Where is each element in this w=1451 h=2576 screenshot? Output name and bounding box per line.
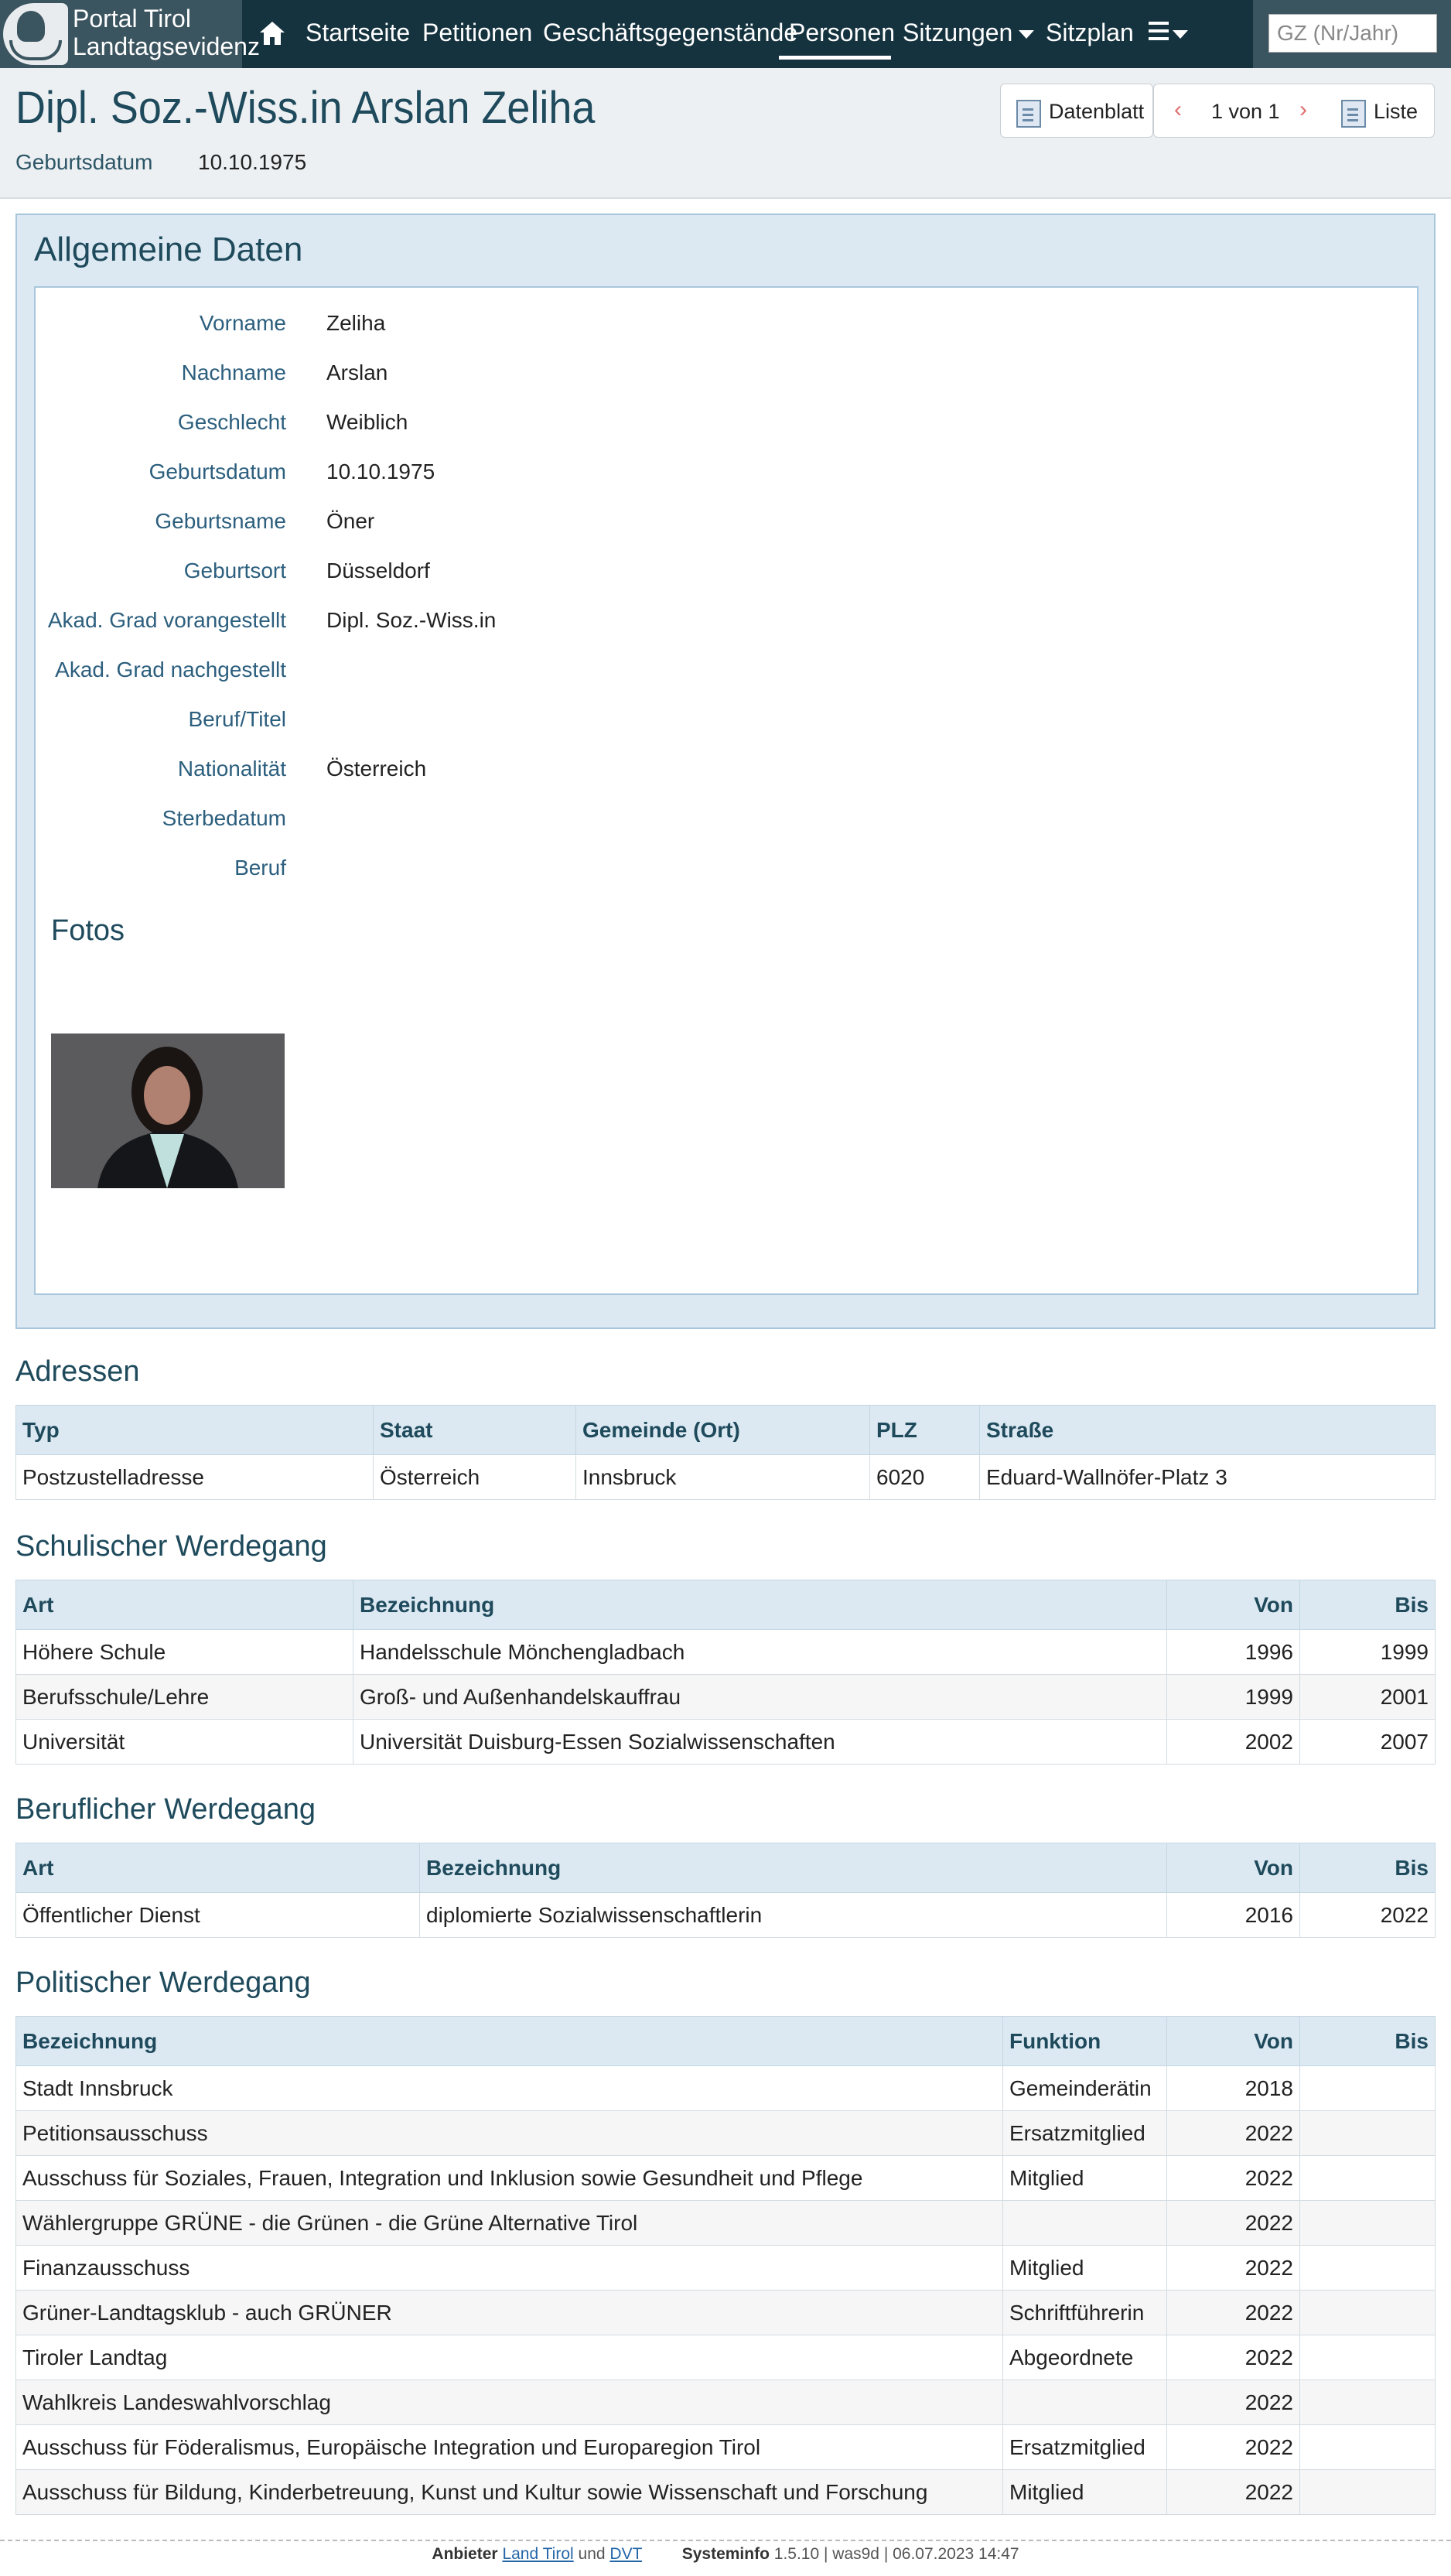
table-cell [1003,2201,1167,2246]
table-row [16,2335,1436,2380]
column-header[interactable]: Straße [980,1406,1436,1455]
table-cell: Innsbruck [576,1455,870,1500]
table-cell: Groß- und Außenhandelskauffrau [353,1675,1167,1720]
eagle-logo-icon [3,3,68,65]
table-cell: Ersatzmitglied [1003,2425,1167,2470]
field-value: Arslan [326,360,388,384]
table-cell: 6020 [870,1455,980,1500]
table-cell: 2022 [1167,2201,1300,2246]
home-icon[interactable] [258,20,286,46]
table-cell [1300,2246,1436,2291]
column-header[interactable]: PLZ [870,1406,980,1455]
adressen-title: Adressen [15,1355,140,1388]
politisch-title: Politischer Werdegang [15,1966,311,1999]
table-cell [1300,2291,1436,2335]
field-label: Akad. Grad vorangestellt [47,608,286,632]
datenblatt-label: Datenblatt [1049,100,1145,123]
table-row [16,1893,1436,1938]
systeminfo-value: 1.5.10 | was9d | 06.07.2023 14:47 [773,2545,1019,2563]
chevron-down-icon [1173,30,1188,39]
schulisch-table [15,1580,1436,1765]
table-cell [1300,2111,1436,2156]
nav-startseite[interactable]: Startseite [306,19,411,46]
general-data-title: Allgemeine Daten [34,231,303,268]
field-value: Zeliha [326,311,386,335]
politisch-table [15,2016,1436,2515]
nav-sitzplan[interactable]: Sitzplan [1046,19,1134,46]
table-cell: Grüner-Landtagsklub - auch GRÜNER [16,2291,1003,2335]
table-cell: 2022 [1167,2156,1300,2201]
systeminfo-label: Systeminfo [681,2545,770,2563]
table-cell: 2001 [1300,1675,1436,1720]
table-cell: 2022 [1167,2246,1300,2291]
table-cell: Wählergruppe GRÜNE - die Grünen - die Grüne Alternative Tirol [16,2201,1003,2246]
table-cell: Ausschuss für Bildung, Kinderbetreuung, Kunst und Kultur sowie Wissenschaft und Forschung [16,2470,1003,2515]
fotos-title: Fotos [51,914,125,947]
column-header[interactable]: Funktion [1003,2017,1167,2066]
portal-logo[interactable] [0,0,260,68]
table-cell: Eduard-Wallnöfer-Platz 3 [980,1455,1436,1500]
table-cell [1300,2201,1436,2246]
table-cell [1300,2335,1436,2380]
table-cell: 2018 [1167,2066,1300,2111]
field-value: 10.10.1975 [326,460,435,483]
column-header[interactable]: Von [1167,1843,1300,1893]
field-label: Geburtsdatum [149,460,286,483]
table-row [16,2246,1436,2291]
table-cell: Mitglied [1003,2156,1167,2201]
table-row [16,2201,1436,2246]
table-cell: Universität [16,1720,353,1765]
land-tirol-link[interactable]: Land Tirol [502,2545,574,2563]
general-data-panel [15,214,1436,1329]
logo-title: Portal Tirol [73,5,191,32]
table-cell: Höhere Schule [16,1630,353,1675]
nav-active-indicator [779,56,891,60]
header-birth-value: 10.10.1975 [198,150,307,174]
table-cell: Mitglied [1003,2470,1167,2515]
table-cell: Petitionsausschuss [16,2111,1003,2156]
anbieter-label: Anbieter [432,2545,498,2563]
table-cell: Universität Duisburg-Essen Sozialwissenschaften [353,1720,1167,1765]
table-cell: 2022 [1167,2470,1300,2515]
table-cell: 2022 [1167,2291,1300,2335]
table-cell [1300,2425,1436,2470]
column-header[interactable]: Von [1167,2017,1300,2066]
table-cell: Handelsschule Mönchengladbach [353,1630,1167,1675]
field-label: Geburtsort [183,559,286,583]
table-row [16,2470,1436,2515]
pager [1153,84,1435,138]
table-row [16,1675,1436,1720]
table-cell [1300,2156,1436,2201]
table-cell: Finanzausschuss [16,2246,1003,2291]
field-value: Weiblich [326,410,408,434]
field-label: Akad. Grad nachgestellt [55,658,286,682]
portrait-image [51,1033,285,1188]
pager-text: 1 von 1 [1211,100,1280,123]
table-cell: Ausschuss für Soziales, Frauen, Integration und Inklusion sowie Gesundheit und Pflege [16,2156,1003,2201]
field-label: Beruf/Titel [188,707,286,731]
field-label: Geburtsname [155,509,286,533]
table-cell: 1999 [1167,1675,1300,1720]
table-cell: Österreich [374,1455,576,1500]
chevron-right-icon[interactable]: › [1299,97,1307,122]
person-photo[interactable] [51,1033,285,1188]
footer [0,2545,1451,2564]
table-cell: 2016 [1167,1893,1300,1938]
table-row [16,2066,1436,2111]
table-cell: 2022 [1167,2111,1300,2156]
field-label: Vorname [199,311,286,335]
table-row [16,2425,1436,2470]
table-row [16,1630,1436,1675]
field-value: Österreich [326,757,427,781]
column-header[interactable]: Staat [374,1406,576,1455]
table-row [16,2380,1436,2425]
table-cell: Stadt Innsbruck [16,2066,1003,2111]
person-header [0,68,1451,199]
beruflich-table [15,1843,1436,1938]
table-row [16,2156,1436,2201]
table-cell: Abgeordnete [1003,2335,1167,2380]
menu-dropdown-toggle[interactable] [1166,15,1188,50]
logo-subtitle: Landtagsevidenz [73,32,260,60]
field-label: Nationalität [177,757,286,781]
nav-geschaeftsgegenstaende[interactable]: Geschäftsgegenstände [543,19,798,46]
column-header[interactable]: Bis [1300,1843,1436,1893]
table-cell [1300,2066,1436,2111]
nav-sitzungen-label: Sitzungen [903,19,1013,46]
beruflich-title: Beruflicher Werdegang [15,1793,316,1826]
table-cell: 2002 [1167,1720,1300,1765]
column-header[interactable]: Bezeichnung [353,1580,1167,1630]
header-birth-label: Geburtsdatum [15,150,153,174]
table-cell: 2022 [1167,2335,1300,2380]
field-label: Geschlecht [177,410,286,434]
field-value: Öner [326,509,375,533]
field-label: Beruf [234,856,286,880]
table-cell: 2022 [1300,1893,1436,1938]
chevron-left-icon[interactable]: ‹ [1174,97,1182,122]
top-navbar [0,0,1451,68]
table-cell: Öffentlicher Dienst [16,1893,420,1938]
liste-label: Liste [1374,100,1419,123]
field-label: Nachname [181,360,286,384]
field-label: Sterbedatum [162,806,286,830]
table-cell [1300,2380,1436,2425]
nav-sitzungen[interactable] [903,15,1034,50]
column-header[interactable]: Bis [1300,2017,1436,2066]
schulisch-title: Schulischer Werdegang [15,1530,327,1563]
chevron-down-icon [1019,30,1034,39]
table-cell: Postzustelladresse [16,1455,374,1500]
column-header[interactable]: Art [16,1843,420,1893]
table-cell: 1996 [1167,1630,1300,1675]
table-row [16,2291,1436,2335]
table-cell: Tiroler Landtag [16,2335,1003,2380]
table-row [16,1455,1436,1500]
column-header[interactable]: Bis [1300,1580,1436,1630]
table-cell: Ersatzmitglied [1003,2111,1167,2156]
table-cell: 2022 [1167,2380,1300,2425]
column-header[interactable]: Art [16,1580,353,1630]
field-value: Düsseldorf [326,559,430,583]
table-cell: 2007 [1300,1720,1436,1765]
table-cell: Gemeinderätin [1003,2066,1167,2111]
table-cell: 2022 [1167,2425,1300,2470]
list-document-icon [1341,100,1366,128]
table-cell: Schriftführerin [1003,2291,1167,2335]
table-cell: 1999 [1300,1630,1436,1675]
table-row [16,2111,1436,2156]
table-cell [1300,2470,1436,2515]
field-value: Dipl. Soz.-Wiss.in [326,608,497,632]
page-title: Dipl. Soz.-Wiss.in Arslan Zeliha [15,83,596,133]
nav-personen[interactable]: Personen [789,19,895,46]
table-cell: Ausschuss für Föderalismus, Europäische Integration und Europaregion Tirol [16,2425,1003,2470]
adressen-table [15,1405,1436,1500]
dvt-link[interactable]: DVT [609,2545,643,2563]
footer-divider [0,2540,1451,2541]
column-header[interactable]: Gemeinde (Ort) [576,1406,870,1455]
general-data-body [34,286,1419,1295]
document-icon [1016,100,1041,128]
column-header[interactable]: Bezeichnung [420,1843,1167,1893]
table-row [16,1720,1436,1765]
table-cell [1003,2380,1167,2425]
column-header[interactable]: Typ [16,1406,374,1455]
table-cell: Berufsschule/Lehre [16,1675,353,1720]
gz-search-input[interactable] [1268,14,1437,53]
table-cell: diplomierte Sozialwissenschaftlerin [420,1893,1167,1938]
table-cell: Wahlkreis Landeswahlvorschlag [16,2380,1003,2425]
table-cell: Mitglied [1003,2246,1167,2291]
liste-button[interactable] [1330,84,1436,137]
datenblatt-button[interactable] [1000,84,1153,138]
nav-petitionen[interactable]: Petitionen [422,19,533,46]
footer-and: und [578,2545,606,2563]
column-header[interactable]: Von [1167,1580,1300,1630]
column-header[interactable]: Bezeichnung [16,2017,1003,2066]
